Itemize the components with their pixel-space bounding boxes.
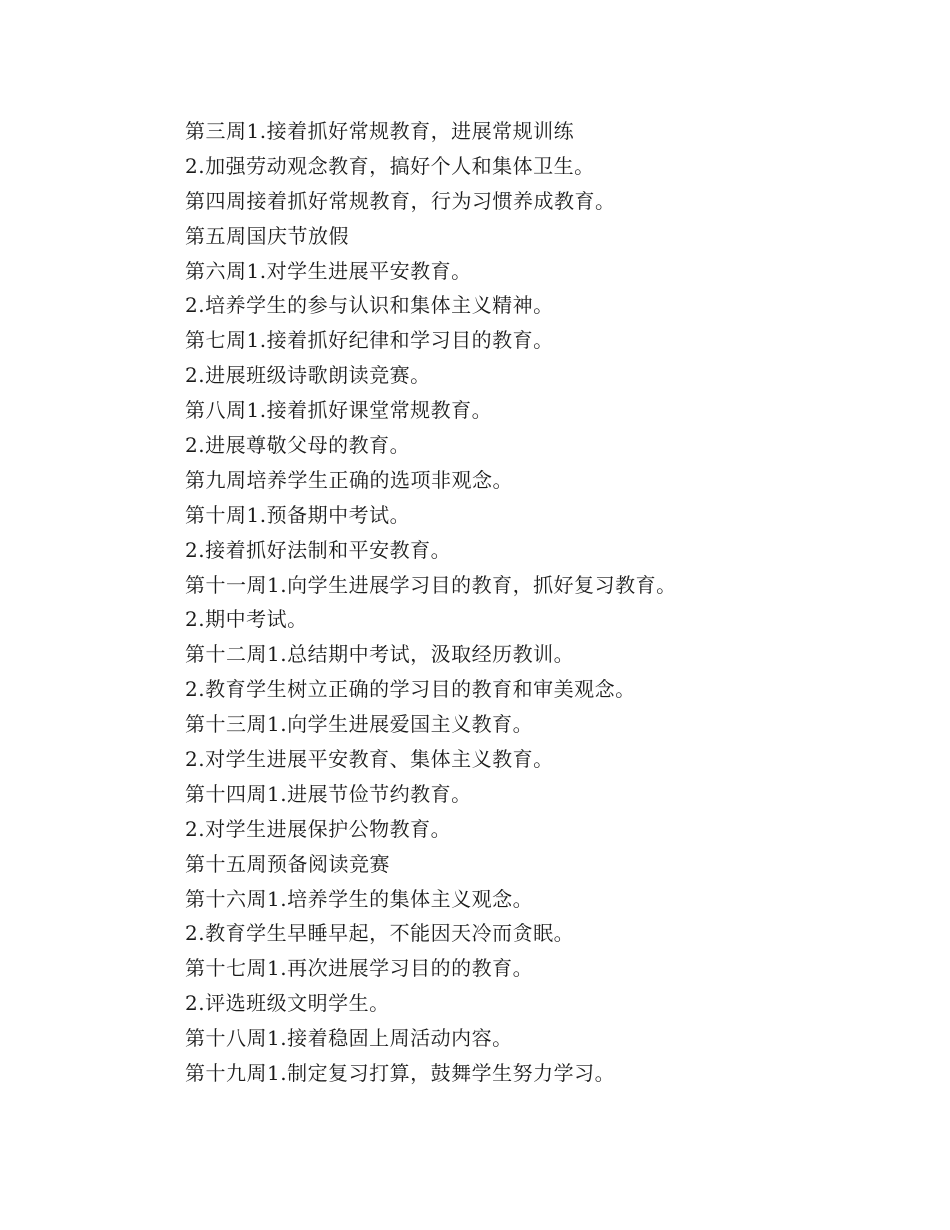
plan-line: 第十一周1.向学生进展学习目的教育，抓好复习教育。 — [185, 572, 677, 597]
plan-line: 第十六周1.培养学生的集体主义观念。 — [185, 886, 534, 911]
plan-line: 第十七周1.再次进展学习目的的教育。 — [185, 956, 534, 981]
plan-line: 第四周接着抓好常规教育，行为习惯养成教育。 — [185, 188, 616, 213]
plan-line: 第三周1.接着抓好常规教育，进展常规训练 — [185, 119, 575, 143]
plan-line: 第十四周1.进展节俭节约教育。 — [185, 781, 472, 806]
plan-line: 2.进展班级诗歌朗读竞赛。 — [185, 363, 431, 388]
plan-line: 第七周1.接着抓好纪律和学习目的教育。 — [185, 328, 554, 353]
plan-line: 第十八周1.接着稳固上周活动内容。 — [185, 1026, 513, 1051]
plan-line: 2.进展尊敬父母的教育。 — [185, 433, 411, 458]
plan-line: 2.教育学生早睡早起，不能因天冷而贪眠。 — [185, 921, 575, 946]
plan-line: 第十三周1.向学生进展爱国主义教育。 — [185, 712, 534, 737]
plan-line: 第六周1.对学生进展平安教育。 — [185, 258, 472, 283]
plan-line: 第五周国庆节放假 — [185, 223, 349, 248]
plan-line: 第十二周1.总结期中考试，汲取经历教训。 — [185, 642, 575, 667]
plan-line: 第十周1.预备期中考试。 — [185, 502, 411, 527]
plan-line: 2.加强劳动观念教育，搞好个人和集体卫生。 — [185, 153, 595, 178]
plan-line: 2.对学生进展平安教育、集体主义教育。 — [185, 747, 554, 772]
plan-line: 2.接着抓好法制和平安教育。 — [185, 537, 452, 562]
plan-line: 2.对学生进展保护公物教育。 — [185, 816, 452, 841]
weekly-plan-list — [185, 114, 885, 1091]
plan-line: 第九周培养学生正确的选项非观念。 — [185, 467, 513, 492]
plan-line: 2.教育学生树立正确的学习目的教育和审美观念。 — [185, 677, 636, 702]
plan-line: 第十九周1.制定复习打算，鼓舞学生努力学习。 — [185, 1061, 616, 1086]
plan-line: 第十五周预备阅读竞赛 — [185, 851, 390, 876]
plan-line: 2.期中考试。 — [185, 607, 308, 632]
plan-line: 第八周1.接着抓好课堂常规教育。 — [185, 398, 493, 423]
plan-line: 2.评选班级文明学生。 — [185, 991, 390, 1016]
plan-line: 2.培养学生的参与认识和集体主义精神。 — [185, 293, 554, 318]
